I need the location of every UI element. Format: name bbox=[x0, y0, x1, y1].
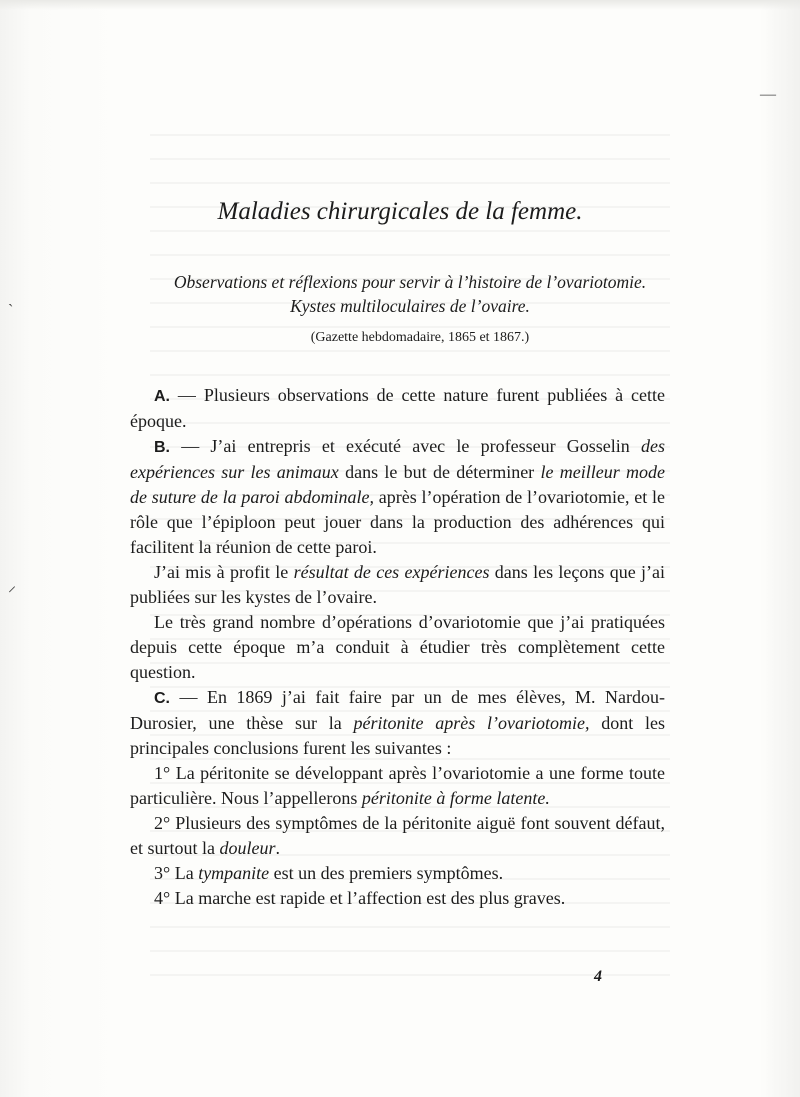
section-label: B. bbox=[154, 439, 170, 456]
paragraph-c: C. — En 1869 j’ai fait faire par un de mes élèves, M. Nardou-Durosier, une thèse sur la péritonite après l’ovariotomie, dont les principales conclusions furent les suivantes : bbox=[130, 687, 666, 758]
source-citation: (Gazette hebdomadaire, 1865 et 1867.) bbox=[310, 330, 530, 345]
subtitle-line-2: Kystes multiloculaires de l’ovaire. bbox=[290, 296, 530, 316]
paragraph-b3: Le très grand nombre d’opérations d’ovariotomie que j’ai pratiquées depuis cette époque m’a conduit à étudier très complètement cette question. bbox=[130, 612, 665, 682]
page-title: Maladies chirurgicales de la femme. bbox=[217, 198, 583, 225]
subtitle-line-1: Observations et réflexions pour servir à l’histoire de l’ovariotomie. bbox=[173, 272, 647, 292]
margin-mark: ⸝ bbox=[8, 578, 17, 595]
margin-mark: ˋ bbox=[8, 302, 14, 319]
list-item: 1° La péritonite se développant après l’ovariotomie a une forme toute particulière. Nous l’appellerons péritonite à forme latente. bbox=[130, 763, 665, 808]
margin-mark: — bbox=[760, 86, 776, 103]
list-item: 3° La tympanite est un des premiers symptômes. bbox=[154, 863, 504, 883]
page-number: 4 bbox=[594, 968, 602, 985]
paragraph-a: A. — Plusieurs observations de cette nature furent publiées à cette époque. bbox=[130, 385, 665, 431]
paragraph-b2: J’ai mis à profit le résultat de ces expériences dans les leçons que j’ai publiées sur les kystes de l’ovaire. bbox=[130, 562, 666, 607]
section-label: A. bbox=[154, 388, 170, 405]
paragraph-b: B. — J’ai entrepris et exécuté avec le professeur Gosselin des expériences sur les animaux dans le but de déterminer le meilleur mode de suture de la paroi abdominale, après l’opération de l’ovariotomie, et le rôle que l’épiploon peut jouer dans la production des adhérences qui facilitent la réunion de cette paroi. bbox=[130, 436, 666, 557]
list-item: 2° Plusieurs des symptômes de la péritonite aiguë font souvent défaut, et surtout la douleur. bbox=[130, 813, 665, 858]
page-edge-shadow bbox=[0, 0, 800, 10]
body-text bbox=[130, 383, 665, 911]
section-label: C. bbox=[154, 690, 170, 707]
list-item: 4° La marche est rapide et l’affection est des plus graves. bbox=[154, 888, 566, 908]
